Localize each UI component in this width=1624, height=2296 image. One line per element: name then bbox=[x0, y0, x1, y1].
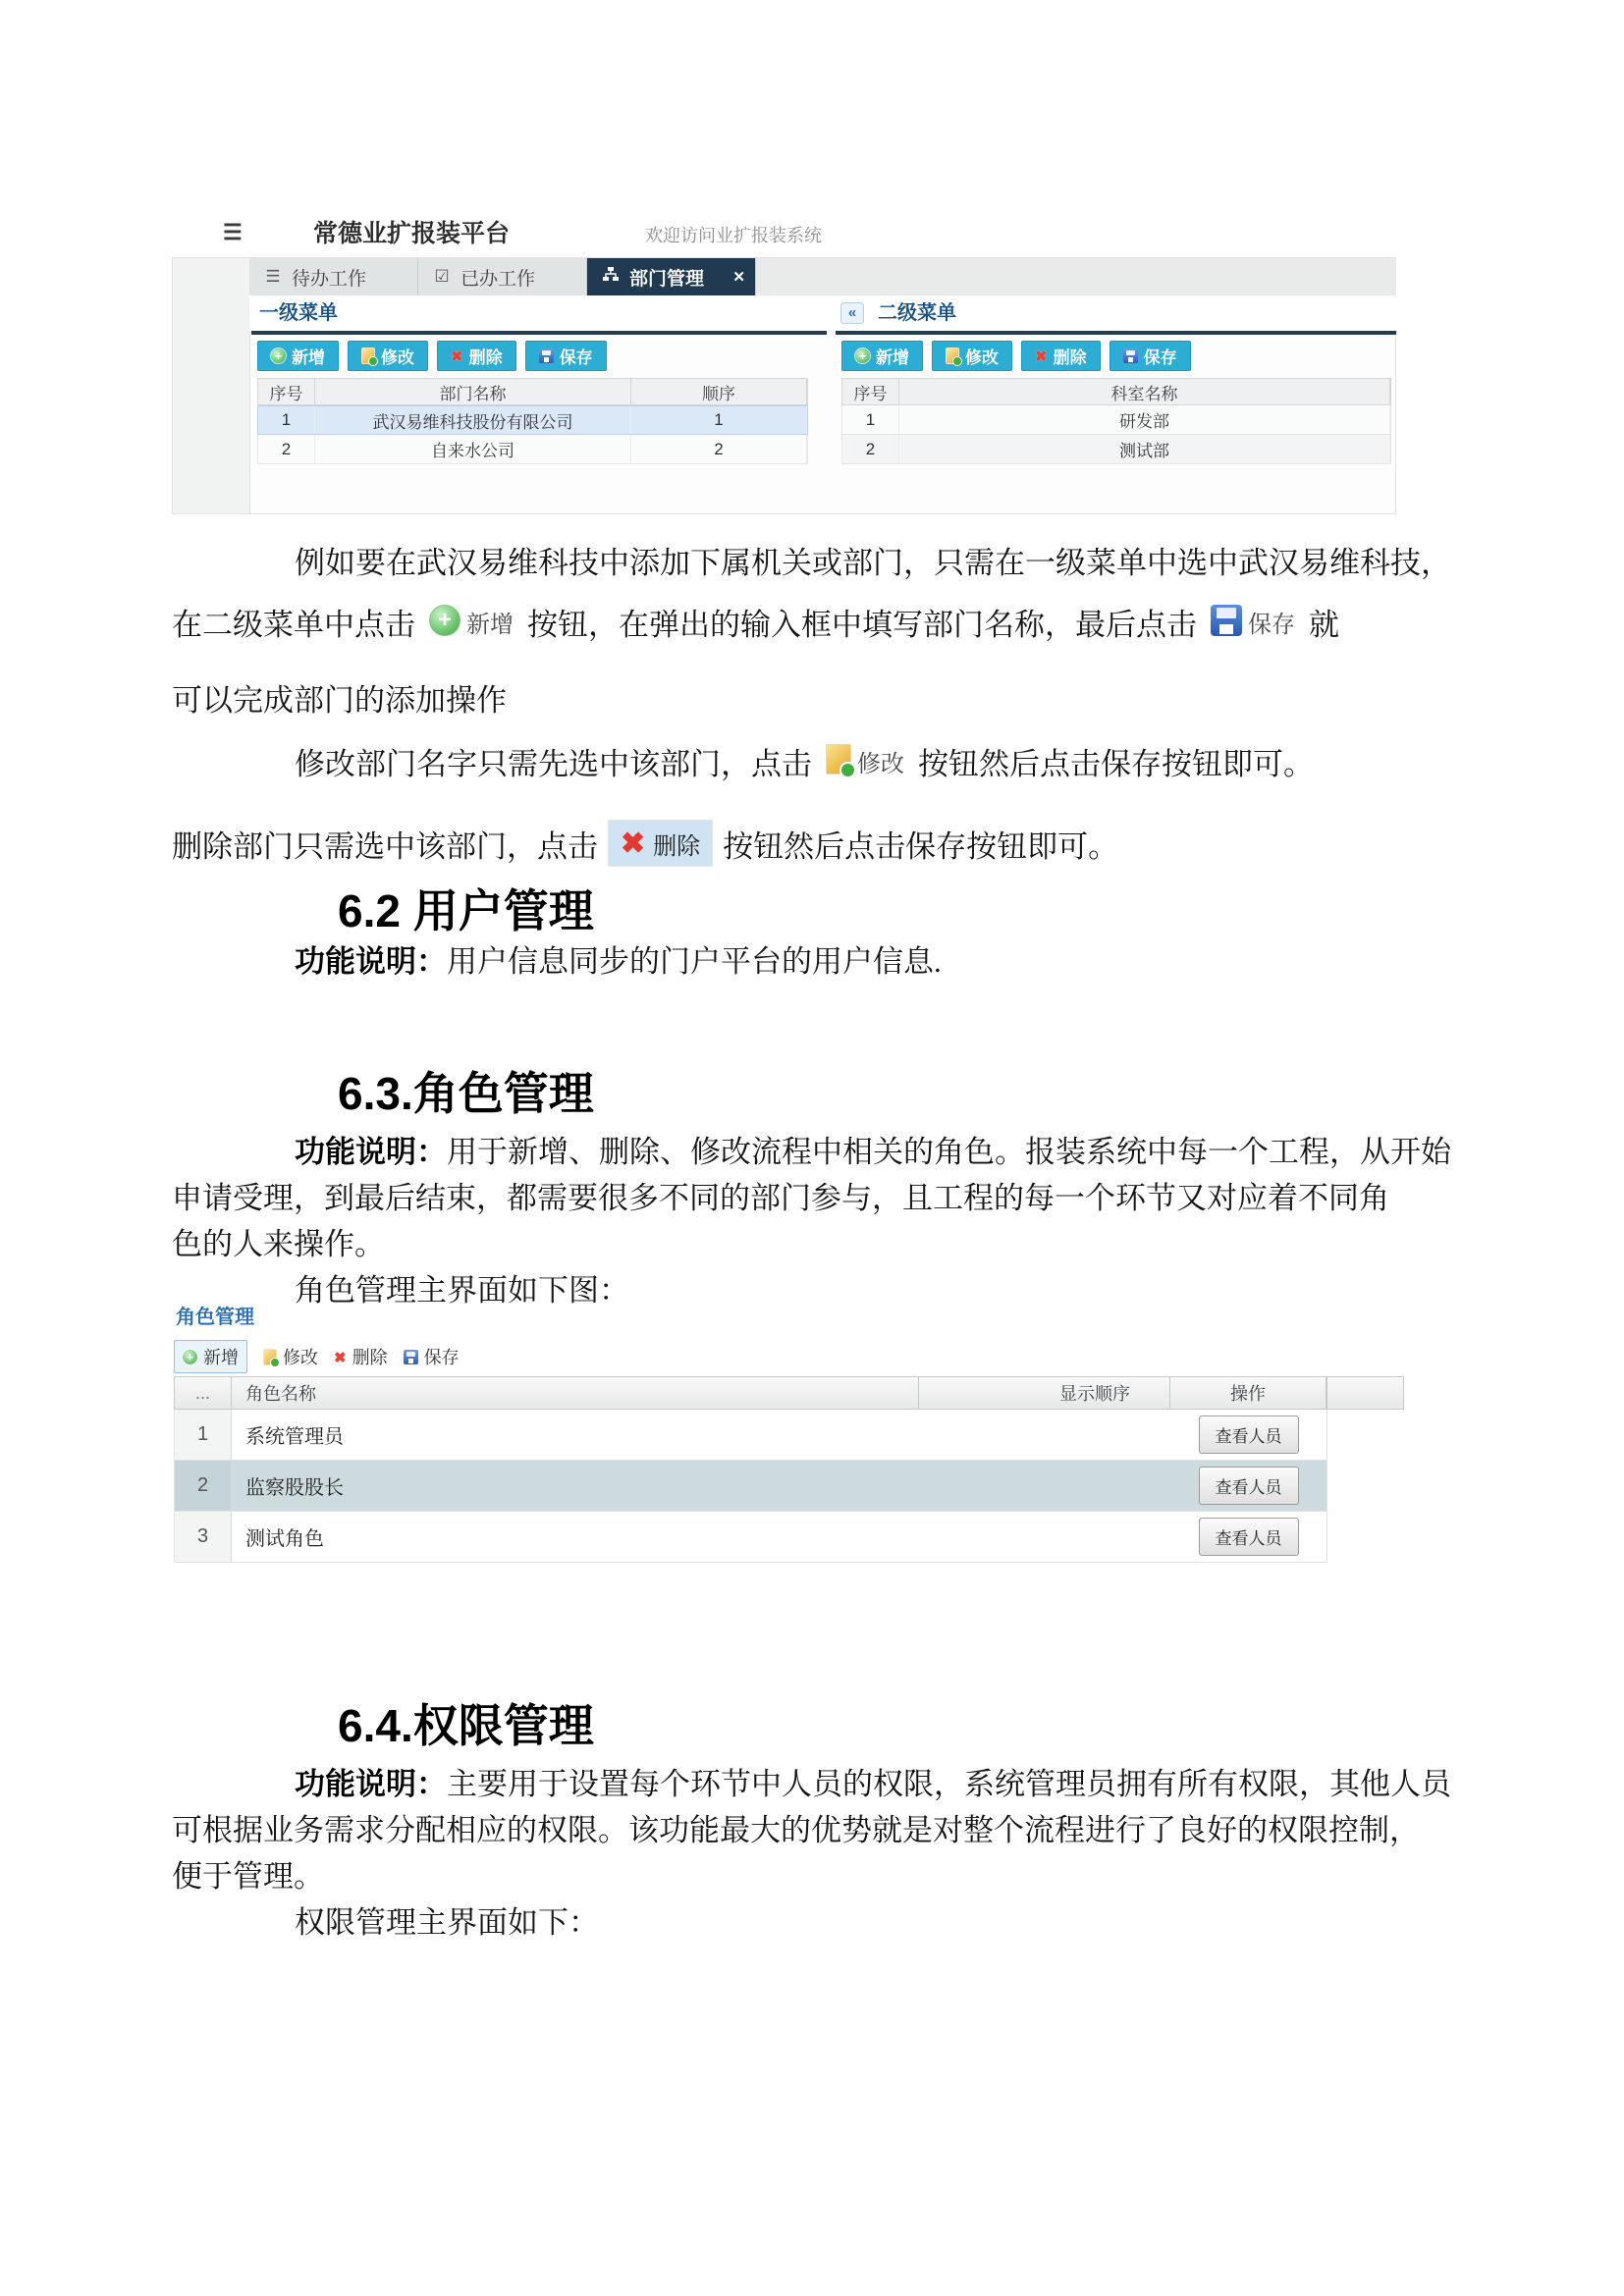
dept-table bbox=[257, 378, 808, 464]
delete-icon bbox=[334, 1347, 347, 1367]
column-header: 顺序 bbox=[631, 379, 807, 404]
table-row[interactable] bbox=[174, 1410, 1327, 1461]
save-icon bbox=[539, 348, 554, 363]
sitemap-icon bbox=[601, 266, 621, 288]
collapse-panel-icon[interactable] bbox=[840, 302, 864, 324]
cell-name: 自来水公司 bbox=[315, 435, 631, 463]
dept-management-screenshot bbox=[172, 257, 1396, 514]
icon-label: 删除 bbox=[653, 832, 701, 860]
cell-display-order bbox=[919, 1410, 1170, 1460]
body-text-line: 便于管理。 bbox=[172, 1859, 324, 1894]
edit-button-illustration bbox=[826, 744, 904, 778]
edit-button[interactable] bbox=[263, 1344, 318, 1369]
close-icon[interactable] bbox=[732, 266, 745, 288]
cell-role-name: 系统管理员 bbox=[245, 1426, 344, 1448]
column-header: 操作 bbox=[1170, 1377, 1326, 1409]
add-icon bbox=[183, 1350, 197, 1364]
text-segment: 用于新增、删除、修改流程中相关的角色。报装系统中每一个工程，从开始 bbox=[447, 1135, 1451, 1169]
add-button[interactable] bbox=[841, 341, 923, 371]
save-button[interactable] bbox=[525, 341, 607, 371]
tab-label: 待办工作 bbox=[292, 268, 367, 290]
role-table bbox=[174, 1376, 1327, 1563]
cell-display-order bbox=[919, 1512, 1170, 1562]
edit-icon bbox=[946, 347, 959, 364]
button-label: 修改 bbox=[381, 348, 414, 367]
text-segment: 按钮，在弹出的输入框中填写部门名称，最后点击 bbox=[527, 607, 1197, 642]
menu-icon[interactable] bbox=[223, 220, 248, 245]
text-segment: 主要用于设置每个环节中人员的权限，系统管理员拥有所有权限，其他人员 bbox=[447, 1767, 1451, 1801]
button-label: 删除 bbox=[1053, 348, 1087, 367]
body-text-line bbox=[295, 940, 942, 984]
function-note-label: 功能说明： bbox=[295, 1767, 447, 1801]
left-toolbar bbox=[257, 341, 607, 371]
cell-seq: 2 bbox=[842, 435, 899, 463]
tab-bar bbox=[249, 258, 1396, 296]
cell-seq: 1 bbox=[842, 405, 899, 434]
cell-action bbox=[1170, 1512, 1326, 1562]
delete-icon bbox=[621, 826, 645, 861]
table-row[interactable] bbox=[841, 435, 1391, 464]
edit-button[interactable] bbox=[348, 341, 428, 371]
add-button-illustration bbox=[429, 605, 514, 639]
text-segment: 按钮然后点击保存按钮即可。 bbox=[723, 828, 1119, 864]
button-label: 保存 bbox=[423, 1348, 460, 1367]
cell-order: 1 bbox=[631, 406, 807, 434]
delete-icon bbox=[451, 347, 463, 366]
cell-seq: 1 bbox=[175, 1410, 232, 1460]
delete-button[interactable] bbox=[1021, 341, 1101, 371]
button-label: 修改 bbox=[283, 1348, 318, 1367]
button-label: 新增 bbox=[203, 1348, 239, 1367]
cell-seq: 2 bbox=[175, 1461, 232, 1511]
save-icon bbox=[404, 1350, 418, 1364]
right-toolbar bbox=[841, 341, 1191, 371]
button-label: 保存 bbox=[559, 348, 593, 367]
list-icon bbox=[263, 266, 283, 288]
button-label: 新增 bbox=[876, 348, 909, 367]
icon-label: 新增 bbox=[466, 611, 514, 638]
tab-label: 部门管理 bbox=[629, 268, 705, 290]
view-members-button[interactable]: 查看人员 bbox=[1199, 1467, 1299, 1505]
body-text-line: 可以完成部门的添加操作 bbox=[172, 683, 507, 718]
body-text-line bbox=[172, 587, 1339, 656]
welcome-text: 欢迎访问业扩报装系统 bbox=[645, 226, 822, 245]
right-panel-title: 二级菜单 bbox=[878, 302, 956, 324]
save-button[interactable] bbox=[404, 1344, 460, 1369]
table-row[interactable] bbox=[841, 405, 1391, 435]
add-icon bbox=[429, 605, 460, 636]
left-panel-divider bbox=[251, 331, 827, 335]
body-text-line bbox=[172, 811, 1118, 876]
view-members-button[interactable]: 查看人员 bbox=[1199, 1518, 1299, 1556]
body-text-line bbox=[295, 728, 1314, 793]
add-icon bbox=[271, 348, 286, 363]
delete-icon bbox=[1035, 347, 1048, 366]
button-label: 保存 bbox=[1143, 348, 1177, 367]
text-segment: 在二级菜单中点击 bbox=[172, 607, 415, 642]
edit-button[interactable] bbox=[932, 341, 1012, 371]
edit-icon bbox=[826, 744, 851, 774]
save-icon bbox=[1211, 605, 1242, 636]
tab-done-work[interactable] bbox=[418, 258, 587, 295]
cell-action bbox=[1170, 1410, 1326, 1460]
role-page-title: 角色管理 bbox=[176, 1307, 254, 1328]
cell-order: 2 bbox=[631, 435, 807, 463]
text-segment: 就 bbox=[1309, 607, 1339, 642]
text-segment: 按钮然后点击保存按钮即可。 bbox=[918, 746, 1314, 781]
delete-button[interactable] bbox=[437, 341, 516, 371]
view-members-button[interactable]: 查看人员 bbox=[1199, 1415, 1299, 1454]
text-segment: 用户信息同步的门户平台的用户信息. bbox=[447, 944, 942, 979]
button-label: 修改 bbox=[965, 348, 999, 367]
collapsed-sidebar bbox=[173, 258, 250, 513]
tab-label: 已办工作 bbox=[460, 268, 536, 290]
role-toolbar bbox=[174, 1339, 460, 1374]
column-header: ... bbox=[175, 1377, 232, 1409]
add-button[interactable] bbox=[174, 1340, 247, 1373]
cell-name: 研发部 bbox=[899, 405, 1390, 434]
button-label: 删除 bbox=[352, 1348, 388, 1367]
role-management-screenshot bbox=[174, 1306, 1404, 1600]
column-header: 序号 bbox=[258, 379, 315, 404]
body-text-line: 色的人来操作。 bbox=[172, 1227, 385, 1261]
table-row[interactable] bbox=[174, 1512, 1327, 1563]
cell-role-name: 监察股股长 bbox=[245, 1477, 344, 1499]
tab-todo-work[interactable] bbox=[249, 258, 418, 295]
left-panel-title: 一级菜单 bbox=[259, 302, 338, 324]
icon-label: 保存 bbox=[1248, 611, 1295, 638]
add-icon bbox=[855, 348, 870, 363]
function-note-label: 功能说明： bbox=[295, 1135, 447, 1169]
save-button-illustration bbox=[1211, 605, 1295, 639]
table-header-extension bbox=[1327, 1376, 1404, 1410]
table-row[interactable] bbox=[257, 405, 808, 435]
body-text-line: 角色管理主界面如下图： bbox=[295, 1273, 629, 1308]
column-header: 显示顺序 bbox=[919, 1377, 1170, 1409]
cell-seq: 2 bbox=[258, 435, 315, 463]
section-heading-6-3: 6.3.角色管理 bbox=[338, 1068, 594, 1119]
panel-headers bbox=[249, 295, 1396, 331]
save-icon bbox=[1123, 348, 1138, 363]
column-header: 角色名称 bbox=[232, 1377, 919, 1409]
function-note-label: 功能说明： bbox=[295, 944, 447, 979]
checkbox-icon bbox=[432, 266, 452, 288]
add-button[interactable] bbox=[257, 341, 339, 371]
body-text-line bbox=[295, 1131, 1451, 1174]
cell-seq: 3 bbox=[175, 1512, 232, 1562]
cell-display-order bbox=[919, 1461, 1170, 1511]
right-panel-divider bbox=[836, 331, 1396, 335]
table-row[interactable] bbox=[174, 1461, 1327, 1512]
column-header: 序号 bbox=[842, 379, 899, 404]
cell-role-name: 测试角色 bbox=[245, 1528, 324, 1550]
office-table bbox=[841, 378, 1391, 464]
body-text-line bbox=[295, 1763, 1451, 1806]
body-text-line: 权限管理主界面如下： bbox=[295, 1905, 599, 1940]
cell-name: 测试部 bbox=[899, 435, 1390, 463]
section-heading-6-2: 6.2 用户管理 bbox=[338, 885, 594, 936]
app-title: 常德业扩报装平台 bbox=[313, 220, 511, 247]
body-text-line: 申请受理，到最后结束，都需要很多不同的部门参与，且工程的每一个环节又对应着不同角 bbox=[172, 1181, 1389, 1215]
text-segment: 修改部门名字只需先选中该部门，点击 bbox=[295, 746, 812, 781]
icon-label: 修改 bbox=[857, 750, 904, 777]
section-heading-6-4: 6.4.权限管理 bbox=[338, 1700, 594, 1751]
embedded-app-header bbox=[172, 212, 1396, 255]
text-segment: 删除部门只需选中该部门，点击 bbox=[172, 828, 598, 864]
edit-icon bbox=[263, 1349, 277, 1365]
column-header: 部门名称 bbox=[315, 379, 631, 404]
tab-dept-management[interactable] bbox=[587, 258, 756, 295]
cell-name: 武汉易维科技股份有限公司 bbox=[315, 406, 631, 434]
edit-icon bbox=[361, 347, 375, 364]
delete-button[interactable] bbox=[334, 1344, 388, 1369]
table-row[interactable] bbox=[257, 435, 808, 464]
column-header: 科室名称 bbox=[899, 379, 1390, 404]
cell-seq: 1 bbox=[258, 406, 315, 434]
table-header bbox=[257, 378, 808, 405]
cell-action bbox=[1170, 1461, 1326, 1511]
button-label: 新增 bbox=[292, 348, 325, 367]
delete-button-illustration bbox=[608, 820, 713, 867]
save-button[interactable] bbox=[1110, 341, 1191, 371]
body-text-line: 例如要在武汉易维科技中添加下属机关或部门，只需在一级菜单中选中武汉易维科技， bbox=[295, 546, 1451, 580]
table-header bbox=[174, 1376, 1327, 1410]
body-text-line: 可根据业务需求分配相应的权限。该功能最大的优势就是对整个流程进行了良好的权限控制， bbox=[172, 1813, 1420, 1847]
button-label: 删除 bbox=[468, 348, 503, 367]
table-header bbox=[841, 378, 1391, 405]
